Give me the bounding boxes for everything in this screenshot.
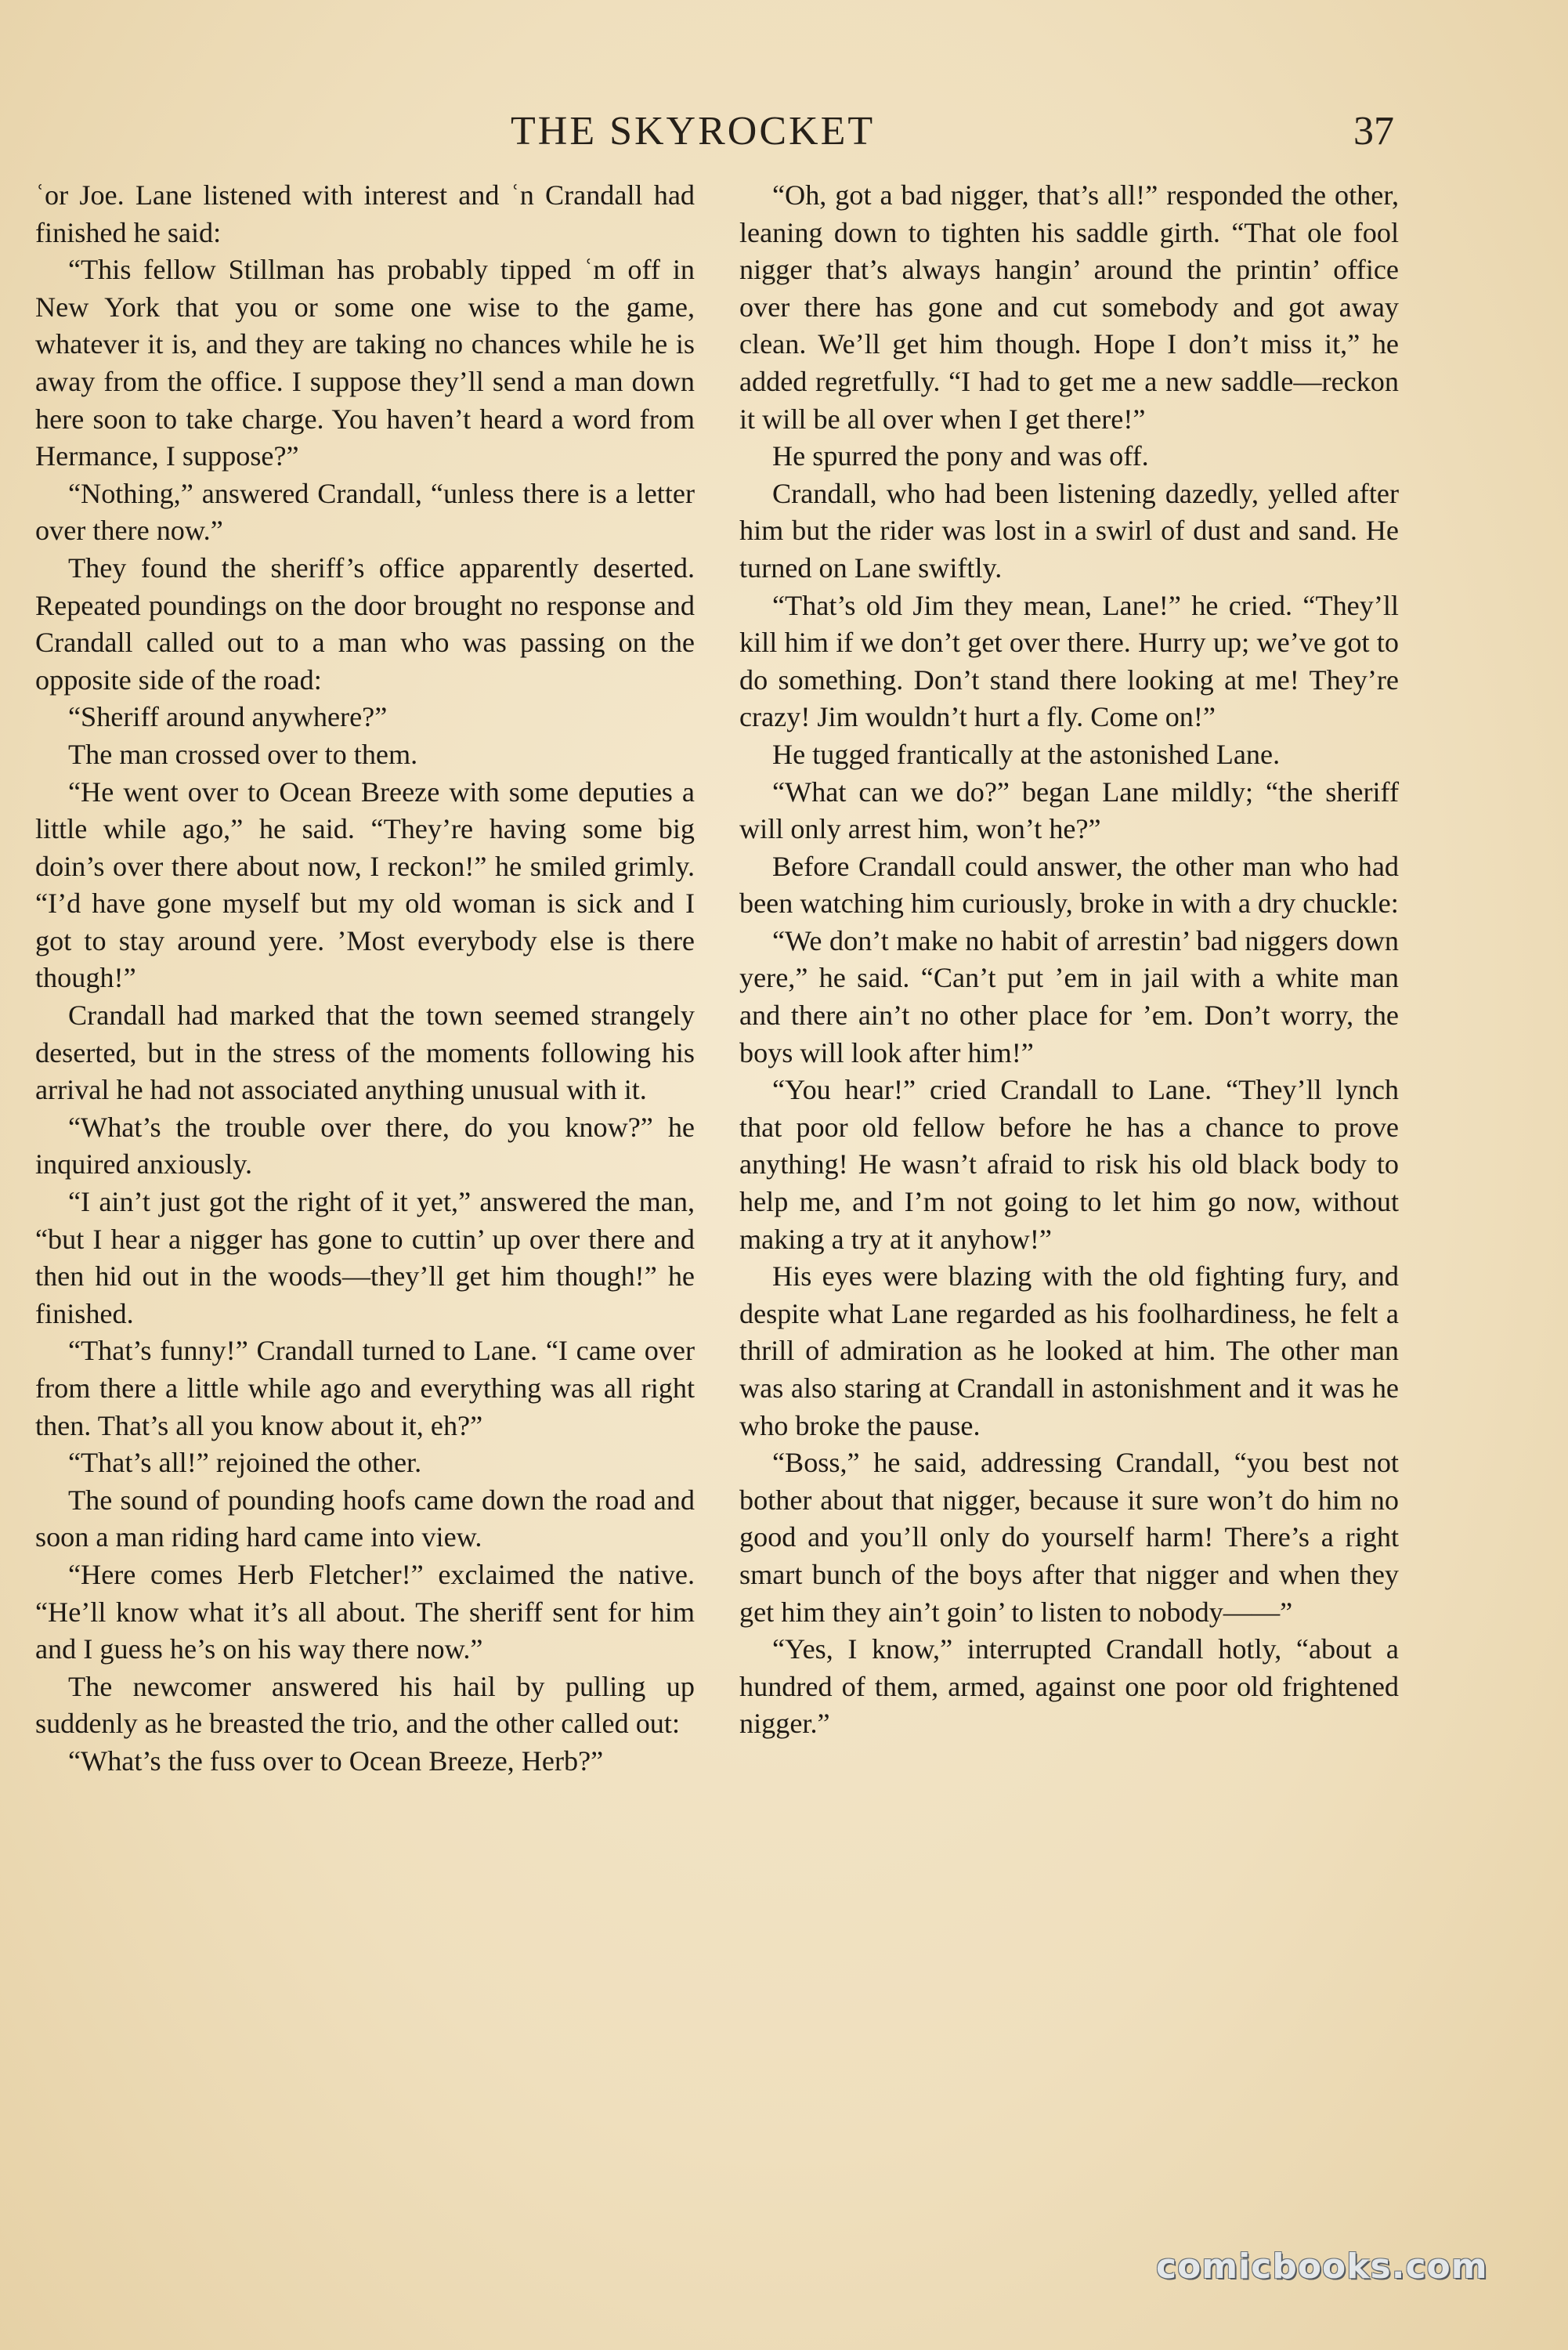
paragraph: “This fellow Stillman has probably tipped ʿm off in New York that you or some one wise to the game, whatever it is, and they are taking no chances while he is away from the office. I suppose they’ll send a man down here soon to take charge. You haven’t heard a word from Hermance, I suppose?” xyxy=(35,254,695,472)
paragraph: Crandall had marked that the town seemed strangely deserted, but in the stress of the moments following his arrival he had not associated anything unusual with it. xyxy=(35,1000,695,1106)
paragraph: “That’s all!” rejoined the other. xyxy=(68,1447,422,1479)
paragraph: “You hear!” cried Crandall to Lane. “They’ll lynch that poor old fellow before he has a chance to prove anything! He wasn’t afraid to risk his old black body to help me, and I’m not going to let him go now, without making a try at it anyhow!” xyxy=(739,1074,1399,1255)
page-number: 37 xyxy=(1353,109,1394,154)
paragraph: “I ain’t just got the right of it yet,” answered the man, “but I hear a nigger has gone to cuttin’ up over there and then hid out in the woods—they’ll get him though!” he finished. xyxy=(35,1186,695,1329)
paragraph: ʿor Joe. Lane listened with interest and ʿn Crandall had finished he said: xyxy=(35,179,695,248)
paragraph: “Boss,” he said, addressing Crandall, “you best not bother about that nigger, because it sure won’t do him no good and you’ll only do yourself harm! There’s a right smart bunch of the boys after that nigger and when they get him they ain’t goin’ to listen to nobody——” xyxy=(739,1447,1399,1628)
paragraph: The newcomer answered his hail by pulling up suddenly as he breasted the trio, and the other called out: xyxy=(35,1670,695,1740)
paragraph: The man crossed over to them. xyxy=(68,738,418,770)
paragraph: “That’s old Jim they mean, Lane!” he cried. “They’ll kill him if we don’t get over there. Hurry up; we’ve got to do something. Don’t stand there looking at me! They’re crazy! Jim wouldn’t hurt a fly. Come on!” xyxy=(739,589,1399,733)
site-watermark: comicbooks.com xyxy=(1156,2247,1488,2287)
left-column xyxy=(35,177,695,1781)
magazine-title: THE SKYROCKET xyxy=(511,109,876,154)
paragraph: “Sheriff around anywhere?” xyxy=(68,701,388,733)
paragraph: They found the sheriff’s office apparently deserted. Repeated poundings on the door brought no response and Crandall called out to a man who was passing on the opposite side of the road: xyxy=(35,551,695,696)
paragraph: He tugged frantically at the astonished Lane. xyxy=(772,738,1281,770)
paragraph: He spurred the pony and was off. xyxy=(772,440,1149,472)
paragraph: “Here comes Herb Fletcher!” exclaimed the native. “He’ll know what it’s all about. The sheriff sent for him and I guess he’s on his way there now.” xyxy=(35,1558,695,1665)
running-header xyxy=(501,108,1394,171)
paragraph: “What can we do?” began Lane mildly; “the sheriff will only arrest him, won’t he?” xyxy=(739,776,1399,845)
paragraph: “He went over to Ocean Breeze with some deputies a little while ago,” he said. “They’re having some big doin’s over there about now, I reckon!” he smiled grimly. “I’d have gone myself but my old woman is sick and I got to stay around yere. ’Most everybody else is there though!” xyxy=(35,776,695,994)
paragraph: “That’s funny!” Crandall turned to Lane. “I came over from there a little while ago and everything was all right then. That’s all you know about it, eh?” xyxy=(35,1335,695,1441)
paragraph: “Yes, I know,” interrupted Crandall hotly, “about a hundred of them, armed, against one poor old frightened nigger.” xyxy=(739,1633,1399,1740)
paragraph: Crandall, who had been listening dazedly, yelled after him but the rider was lost in a swirl of dust and sand. He turned on Lane swiftly. xyxy=(739,477,1399,584)
paragraph: “What’s the fuss over to Ocean Breeze, Herb?” xyxy=(68,1744,604,1777)
paragraph: “We don’t make no habit of arrestin’ bad niggers down yere,” he said. “Can’t put ’em in jail with a white man and there ain’t no other place for ’em. Don’t worry, the boys will look after him!” xyxy=(739,924,1399,1068)
right-column xyxy=(739,177,1399,1743)
paragraph: “What’s the trouble over there, do you know?” he inquired anxiously. xyxy=(35,1111,695,1180)
paragraph: “Nothing,” answered Crandall, “unless there is a letter over there now.” xyxy=(35,477,695,547)
paragraph: Before Crandall could answer, the other man who had been watching him curiously, broke in with a dry chuckle: xyxy=(739,850,1399,920)
paragraph: The sound of pounding hoofs came down the road and soon a man riding hard came into view. xyxy=(35,1484,695,1553)
paragraph: “Oh, got a bad nigger, that’s all!” responded the other, leaning down to tighten his saddle girth. “That ole fool nigger that’s always hangin’ around the printin’ office over there has gone and cut somebody and got away clean. We’ll get him though. Hope I don’t miss it,” he added regretfully. “I had to get me a new saddle—reckon it will be all over when I get there!” xyxy=(739,179,1399,435)
paragraph: His eyes were blazing with the old fighting fury, and despite what Lane regarded as his foolhardiness, he felt a thrill of admiration as he looked at him. The other man was also staring at Crandall in astonishment and it was he who broke the pause. xyxy=(739,1260,1399,1441)
